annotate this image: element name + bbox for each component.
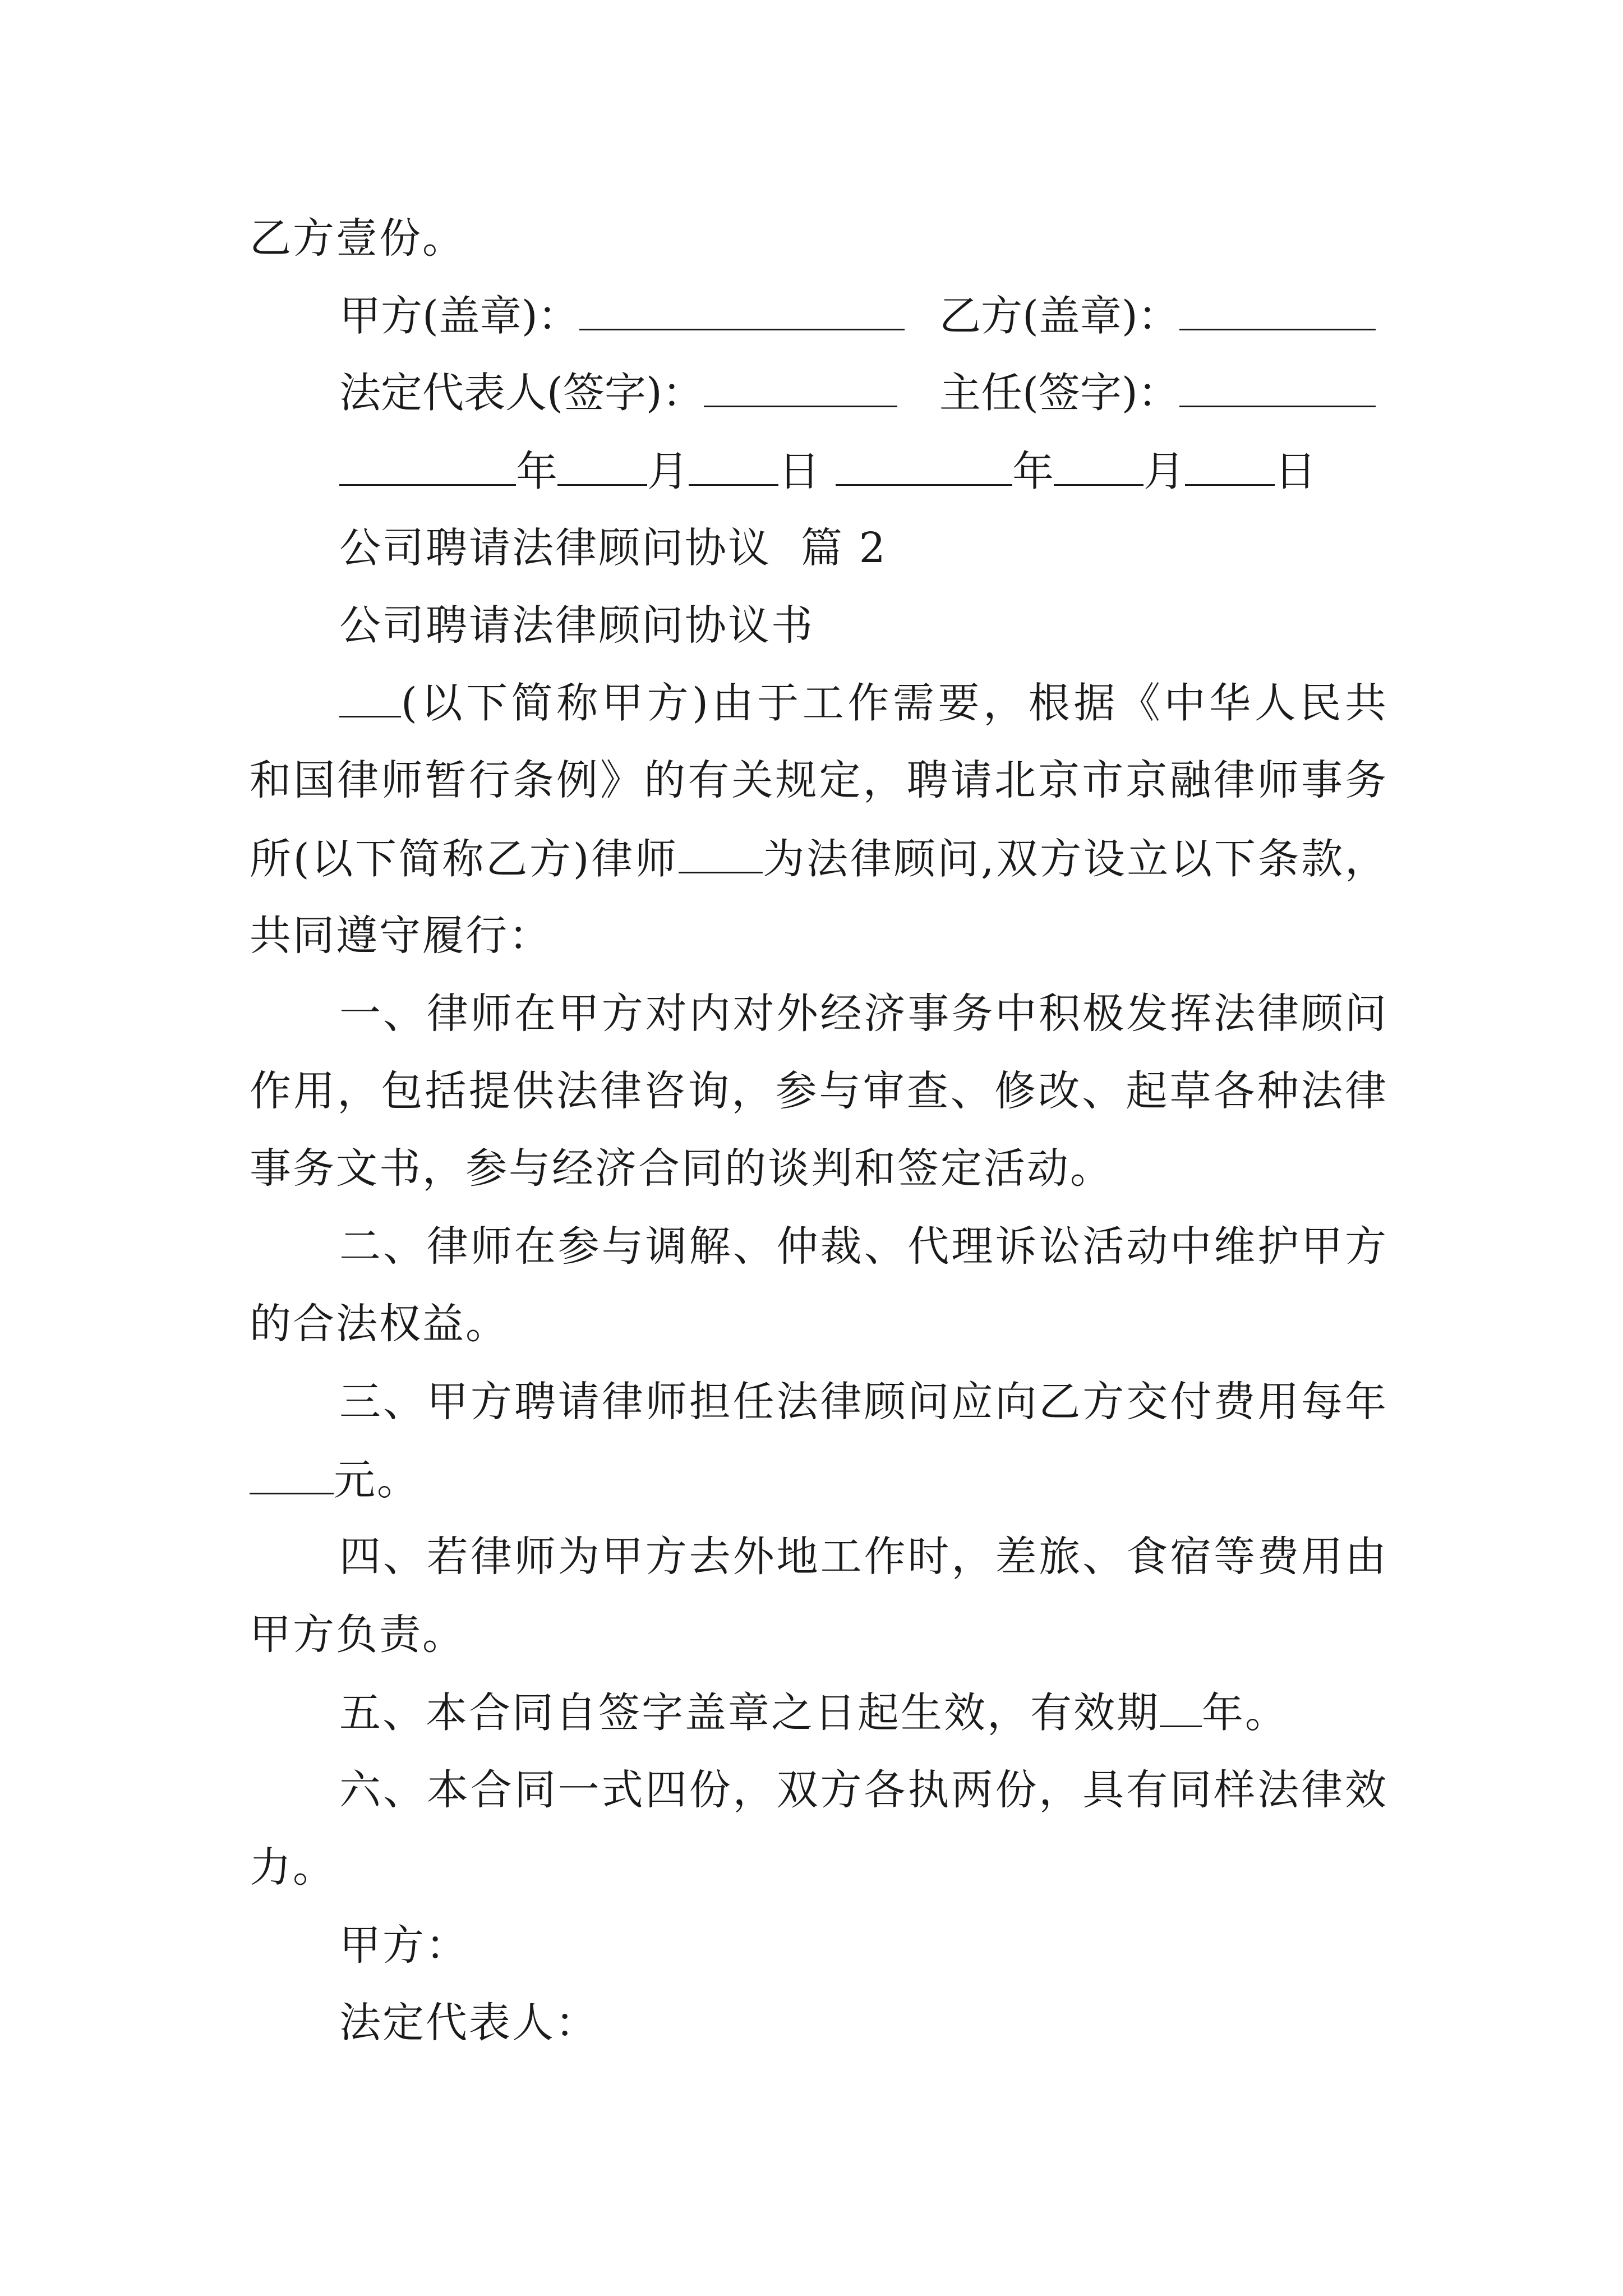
legal-rep-sign-label: 法定代表人(签字)：	[339, 369, 704, 417]
clause-5-text-b: 年。	[1202, 1688, 1288, 1737]
clause-2-line-2: 的合法权益。	[250, 1300, 509, 1348]
year-blank-right	[836, 450, 1012, 486]
clause-2-line-1: 二、律师在参与调解、仲裁、代理诉讼活动中维护甲方	[339, 1222, 1388, 1271]
clause-6-line-1: 六、本合同一式四份，双方各执两份，具有同样法律效	[339, 1766, 1388, 1814]
director-sign-blank	[1179, 371, 1376, 407]
party-a-seal	[339, 292, 905, 341]
legal-rep-sign	[339, 369, 897, 417]
director-sign	[939, 369, 1376, 417]
party-b-seal-label: 乙方(盖章)：	[939, 292, 1179, 341]
party-a-seal-label: 甲方(盖章)：	[339, 292, 579, 341]
section-heading: 公司聘请法律顾问协议 篇 2	[339, 524, 887, 572]
month-blank-left	[557, 450, 647, 486]
document-title: 公司聘请法律顾问协议书	[339, 601, 814, 650]
year-label-left: 年	[516, 447, 557, 496]
clause-1-line-1: 一、律师在甲方对内对外经济事务中积极发挥法律顾问	[339, 990, 1388, 1038]
intro-line-1	[339, 679, 1388, 728]
date-right	[836, 447, 1316, 496]
day-label-left: 日	[778, 447, 820, 496]
legal-rep-sign-blank	[704, 371, 897, 407]
intro-line-4: 共同遵守履行：	[250, 912, 552, 960]
date-left	[339, 447, 820, 496]
clause-4-line-1: 四、若律师为甲方去外地工作时，差旅、食宿等费用由	[339, 1533, 1388, 1581]
clause-3-text-2: 元。	[334, 1456, 420, 1504]
clause-5-text-a: 五、本合同自签字盖章之日起生效，有效期	[339, 1688, 1160, 1737]
intro-line-3	[250, 835, 1388, 884]
month-blank-right	[1054, 450, 1144, 486]
month-label-right: 月	[1144, 447, 1185, 496]
clause-3-line-1: 三、甲方聘请律师担任法律顾问应向乙方交付费用每年	[339, 1378, 1388, 1426]
director-sign-label: 主任(签字)：	[939, 369, 1179, 417]
clause-1-line-3: 事务文书，参与经济合同的谈判和签定活动。	[250, 1144, 1113, 1193]
lawyer-name-blank	[679, 838, 763, 873]
clause-3-line-2	[250, 1456, 1388, 1504]
clause-6-line-2: 力。	[250, 1843, 336, 1892]
intro-text-3a: 所(以下简称乙方)律师	[250, 835, 679, 884]
term-years-blank	[1160, 1691, 1202, 1727]
clause-4-line-2: 甲方负责。	[250, 1611, 465, 1659]
party-a-seal-blank	[579, 295, 905, 330]
intro-text-1: (以下简称甲方)由于工作需要，根据《中华人民共	[401, 679, 1388, 728]
day-blank-right	[1185, 450, 1275, 486]
paragraph-copies: 乙方壹份。	[250, 214, 465, 263]
party-a-name-blank	[339, 682, 401, 717]
clause-1-line-2: 作用，包括提供法律咨询，参与审查、修改、起草各种法律	[250, 1067, 1388, 1115]
intro-text-3b: 为法律顾问,双方设立以下条款，	[762, 835, 1388, 884]
intro-line-2: 和国律师暂行条例》的有关规定，聘请北京市京融律师事务	[250, 756, 1388, 804]
day-label-right: 日	[1275, 447, 1316, 496]
clause-5-line-1	[339, 1688, 1388, 1737]
year-blank-left	[339, 450, 516, 486]
party-a-label: 甲方：	[339, 1921, 469, 1970]
year-label-right: 年	[1012, 447, 1054, 496]
party-b-seal	[939, 292, 1376, 341]
legal-rep-label: 法定代表人：	[339, 1999, 598, 2047]
month-label-left: 月	[647, 447, 689, 496]
fee-amount-blank	[250, 1458, 334, 1494]
day-blank-left	[689, 450, 778, 486]
party-b-seal-blank	[1179, 295, 1376, 330]
